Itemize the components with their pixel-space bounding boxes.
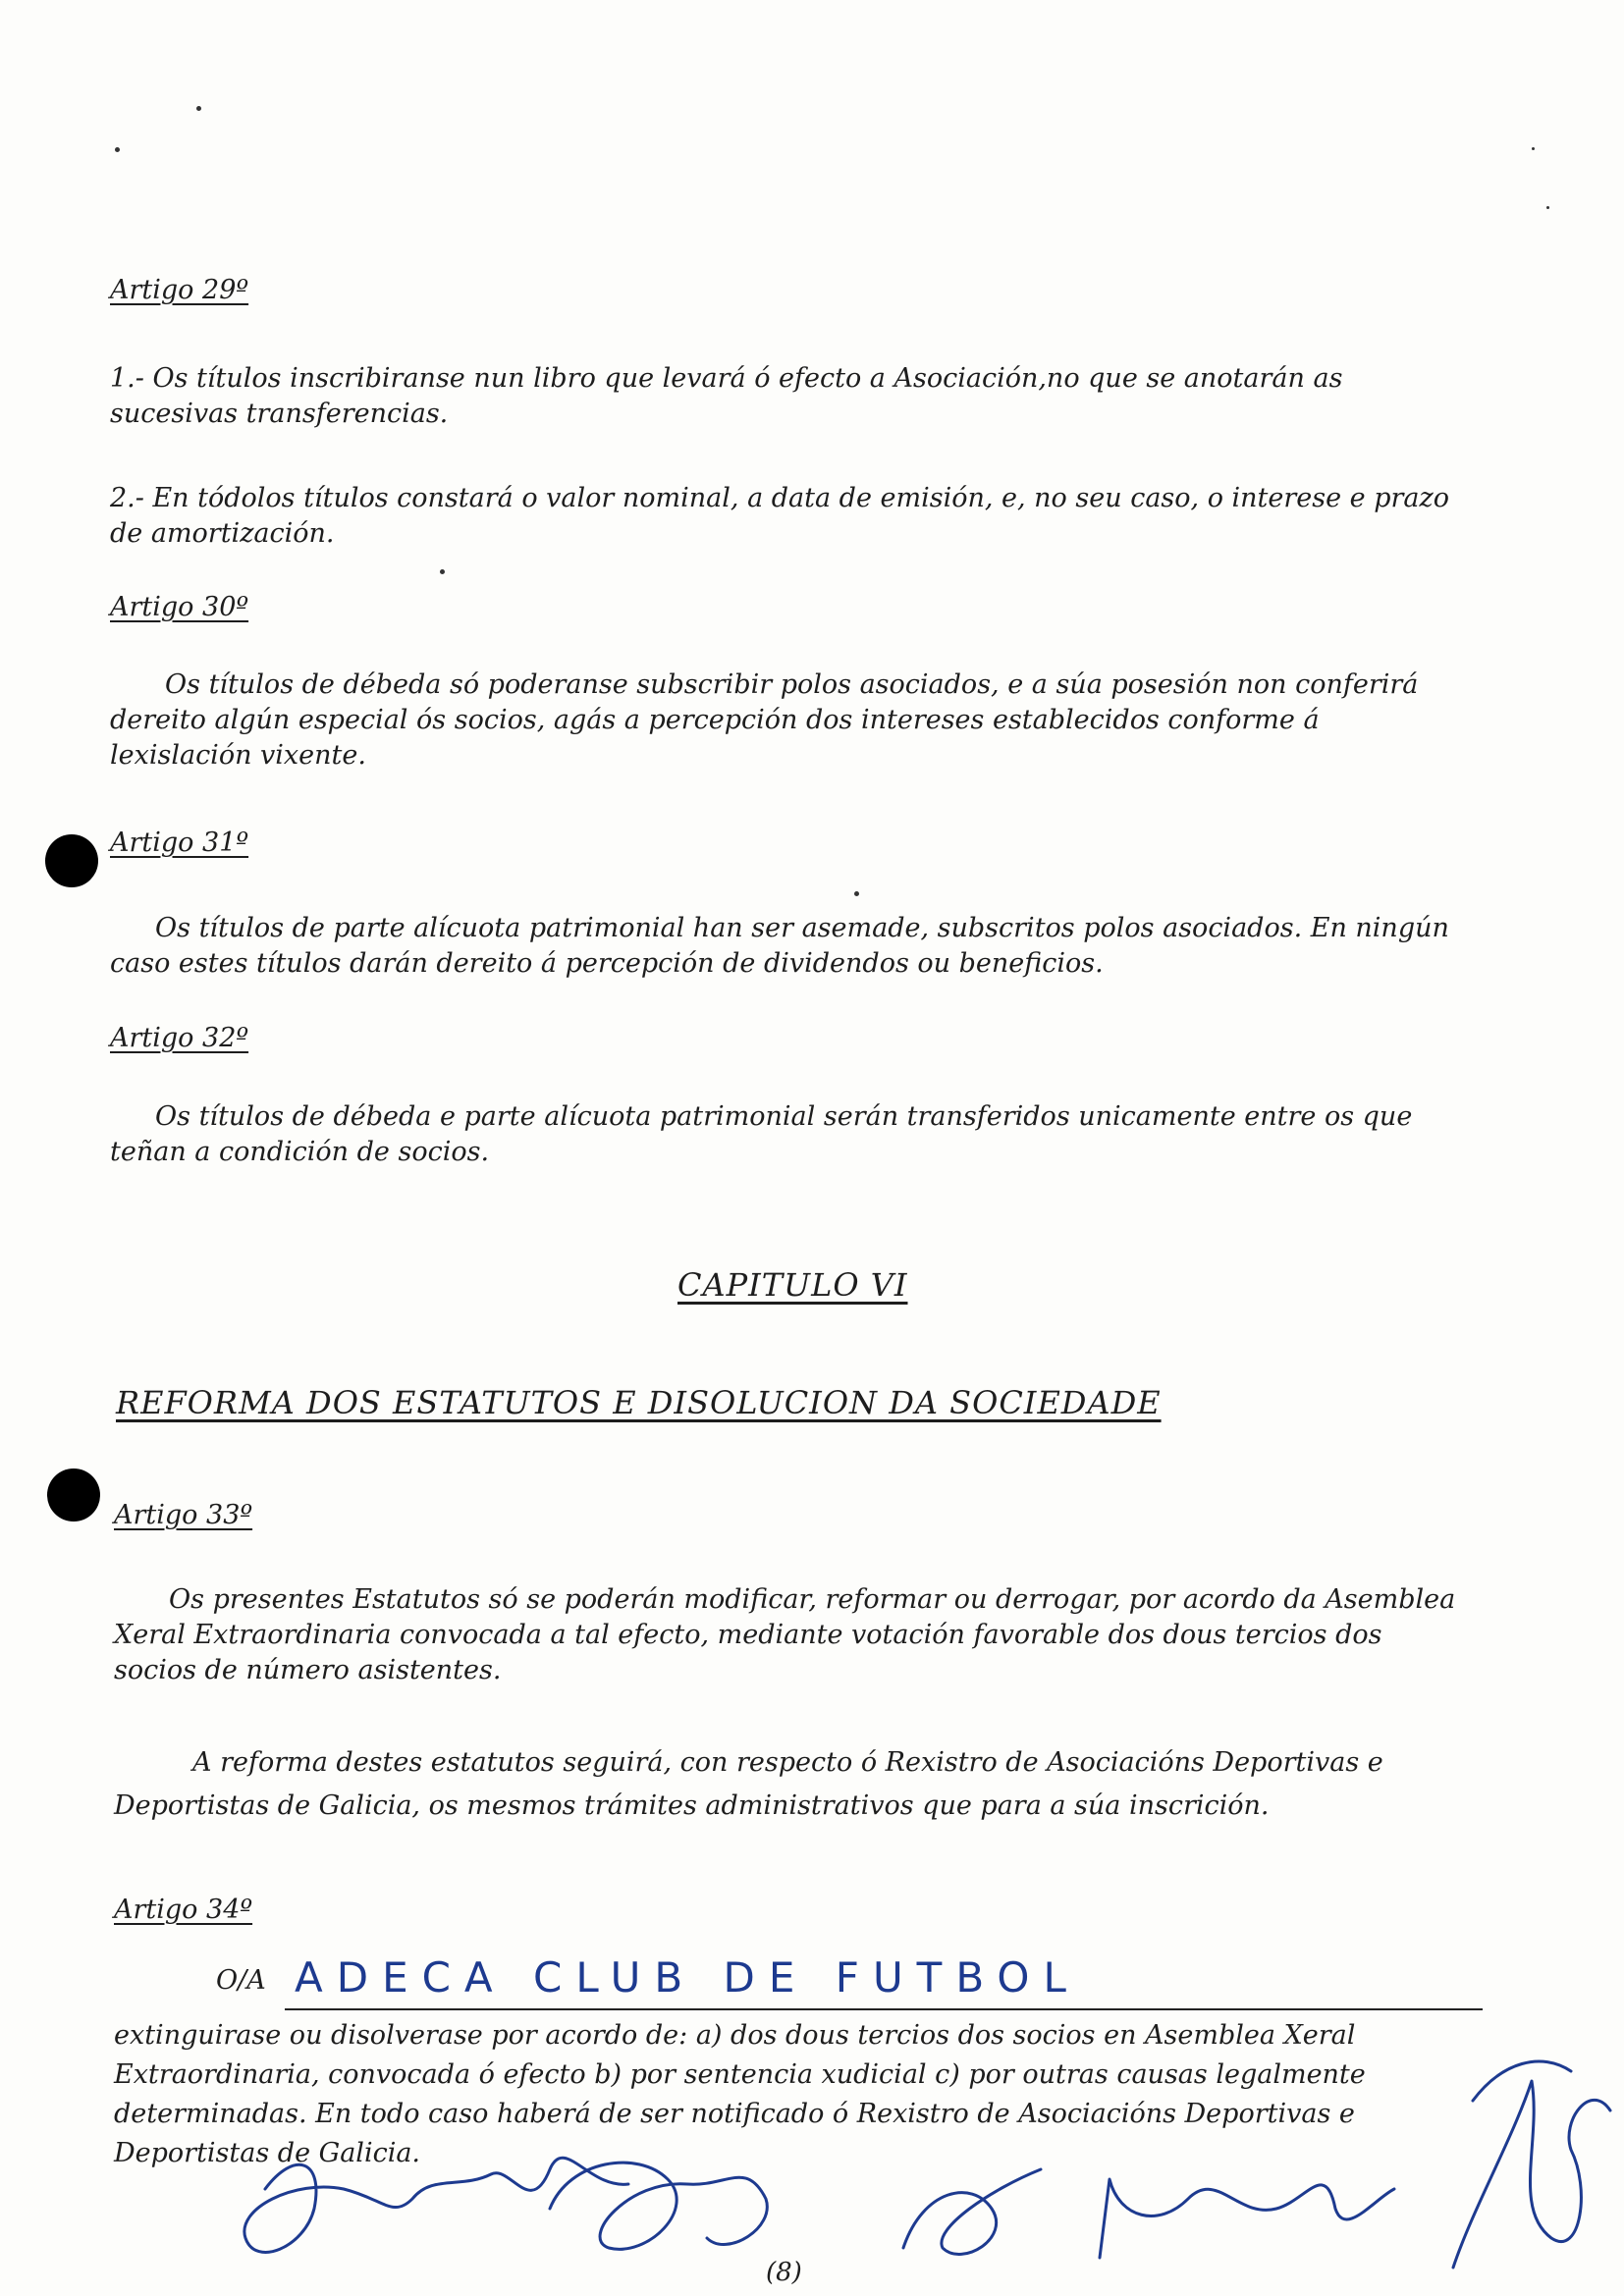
page-number: (8) xyxy=(766,2258,802,2287)
fill-prefix: O/A xyxy=(216,1965,266,1996)
signature-1 xyxy=(244,2158,628,2252)
chapter-title: CAPITULO VI xyxy=(677,1266,908,1304)
article-paragraph: 1.- Os títulos inscribiranse nun libro que levará ó efecto a Asociación,no que se anotarán as sucesivas transferencias. xyxy=(110,363,1343,429)
article-paragraph: Os presentes Estatutos só se poderán modificar, reformar ou derrogar, por acordo da Asemblea Xeral Extraordinaria convocada a tal efecto, mediante votación favorable dos dous tercios dos socios de número asistentes. xyxy=(114,1584,1456,1685)
article-heading: Artigo 30º xyxy=(110,592,249,622)
article-paragraph: Os títulos de débeda só poderanse subscribir polos asociados, e a súa posesión non conferirá dereito algún especial ós socios, agás a percepción dos intereses establecidos conforme á lexislación vixente. xyxy=(110,669,1419,771)
article-paragraph: Os títulos de débeda e parte alícuota patrimonial serán transferidos unicamente entre os que teñan a condición de socios. xyxy=(110,1101,1413,1167)
signature-flourish xyxy=(1473,2061,1571,2101)
signature-5 xyxy=(1453,2081,1610,2268)
article-paragraph: Os títulos de parte alícuota patrimonial han ser asemade, subscritos polos asociados. En ningún caso estes títulos darán dereito á percepción de dividendos ou beneficios. xyxy=(110,913,1449,979)
article-heading: Artigo 33º xyxy=(114,1500,253,1530)
signature-3 xyxy=(903,2169,1041,2254)
article-heading: Artigo 29º xyxy=(110,275,249,305)
chapter-subtitle: REFORMA DOS ESTATUTOS E DISOLUCION DA SOCIEDADE xyxy=(116,1384,1162,1421)
signature-4 xyxy=(1100,2179,1394,2258)
handwritten-club-name: ADECA CLUB DE FUTBOL xyxy=(295,1953,1080,2002)
article-heading: Artigo 31º xyxy=(110,828,249,858)
article-heading: Artigo 32º xyxy=(110,1023,249,1053)
article-paragraph: extinguirase ou disolverase por acordo de: a) dos dous tercios dos socios en Asemblea Xeral Extraordinaria, convocada ó efecto b) por sentencia xudicial c) por outras causas legalmente determinadas. En todo caso haberá de ser notificado ó Rexistro de Asociacións Deportivas e Deportistas de Galicia. xyxy=(114,2020,1366,2168)
article-heading: Artigo 34º xyxy=(114,1895,253,1925)
article-paragraph: 2.- En tódolos títulos constará o valor nominal, a data de emisión, e, no seu caso, o interese e prazo de amortización. xyxy=(110,483,1450,549)
signature-2 xyxy=(550,2163,767,2249)
article-paragraph: A reforma destes estatutos seguirá, con respecto ó Rexistro de Asociacións Deportivas e Deportistas de Galicia, os mesmos trámites administrativos que para a súa inscrición. xyxy=(114,1747,1383,1821)
